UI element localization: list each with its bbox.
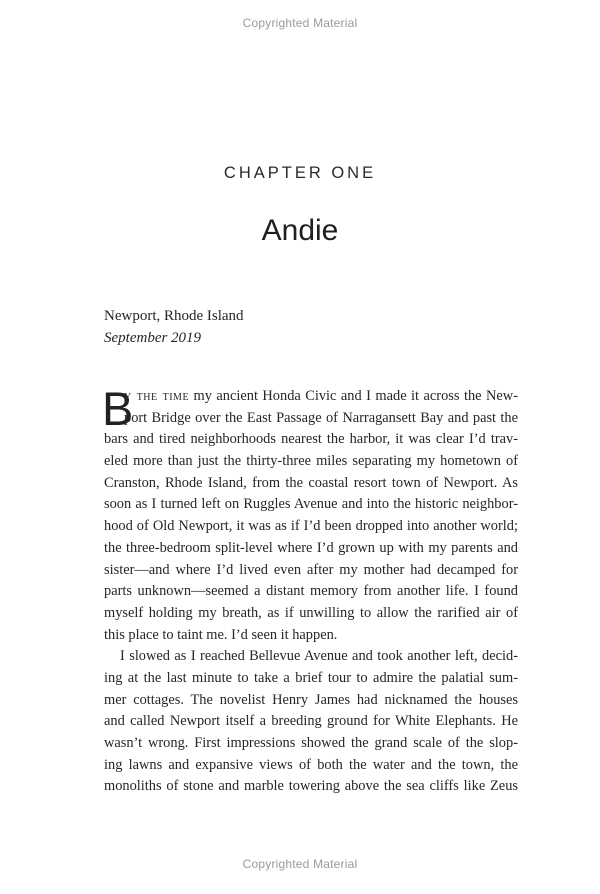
text-line: port Bridge over the East Passage of Narragansett Bay and past the bbox=[124, 409, 518, 426]
text-line: the three-bedroom split-level where I’d grown up with my parents and bbox=[104, 539, 518, 556]
text-line: this place to taint me. I’d seen it happen. bbox=[104, 626, 338, 643]
text-line: monoliths of stone and marble towering above the sea cliffs like Zeus bbox=[104, 778, 518, 795]
line-text: my ancient Honda Civic and I made it across the New- bbox=[193, 388, 518, 404]
body-text bbox=[102, 382, 518, 798]
text-line bbox=[104, 386, 518, 408]
text-line: and called Newport itself a breeding ground for White Elephants. He bbox=[104, 713, 518, 730]
copyright-watermark-top: Copyrighted Material bbox=[242, 16, 358, 30]
text-line: Cranston, Rhode Island, from the coastal resort town of Newport. As bbox=[104, 474, 518, 491]
text-line: mer cottages. The novelist Henry James had nicknamed the houses bbox=[104, 691, 518, 708]
text-line: hood of Old Newport, it was as if I’d been dropped into another world; bbox=[104, 518, 518, 535]
text-line: ing lawns and expansive views of both the water and the town, the bbox=[104, 756, 518, 773]
text-line: bars and tired neighborhoods nearest the harbor, it was clear I’d trav- bbox=[104, 431, 518, 448]
text-line: eled more than just the thirty-three miles separating my hometown of bbox=[104, 453, 518, 470]
chapter-title: Andie bbox=[261, 214, 339, 247]
copyright-watermark-bottom: Copyrighted Material bbox=[242, 857, 358, 871]
chapter-label: CHAPTER ONE bbox=[223, 164, 377, 182]
text-line: sister—and where I’d lived even after my mother had decamped for bbox=[104, 561, 518, 578]
setting-date: September 2019 bbox=[104, 330, 202, 346]
drop-cap: B bbox=[102, 382, 134, 435]
text-line: ing at the last minute to take a brief tour to admire the palatial sum- bbox=[104, 669, 518, 686]
lead-in: y the time bbox=[124, 388, 190, 404]
text-line: soon as I turned left on Ruggles Avenue and into the historic neighbor- bbox=[104, 496, 518, 513]
text-line: myself holding my breath, as if unwilling to allow the rarified air of bbox=[104, 604, 518, 621]
text-line: parts unknown—seemed a distant memory from another life. I found bbox=[104, 583, 518, 600]
setting-place: Newport, Rhode Island bbox=[104, 308, 244, 324]
text-line: wasn’t wrong. First impressions showed the grand scale of the slop- bbox=[104, 735, 518, 751]
text-line: I slowed as I reached Bellevue Avenue and took another left, decid- bbox=[120, 648, 518, 665]
